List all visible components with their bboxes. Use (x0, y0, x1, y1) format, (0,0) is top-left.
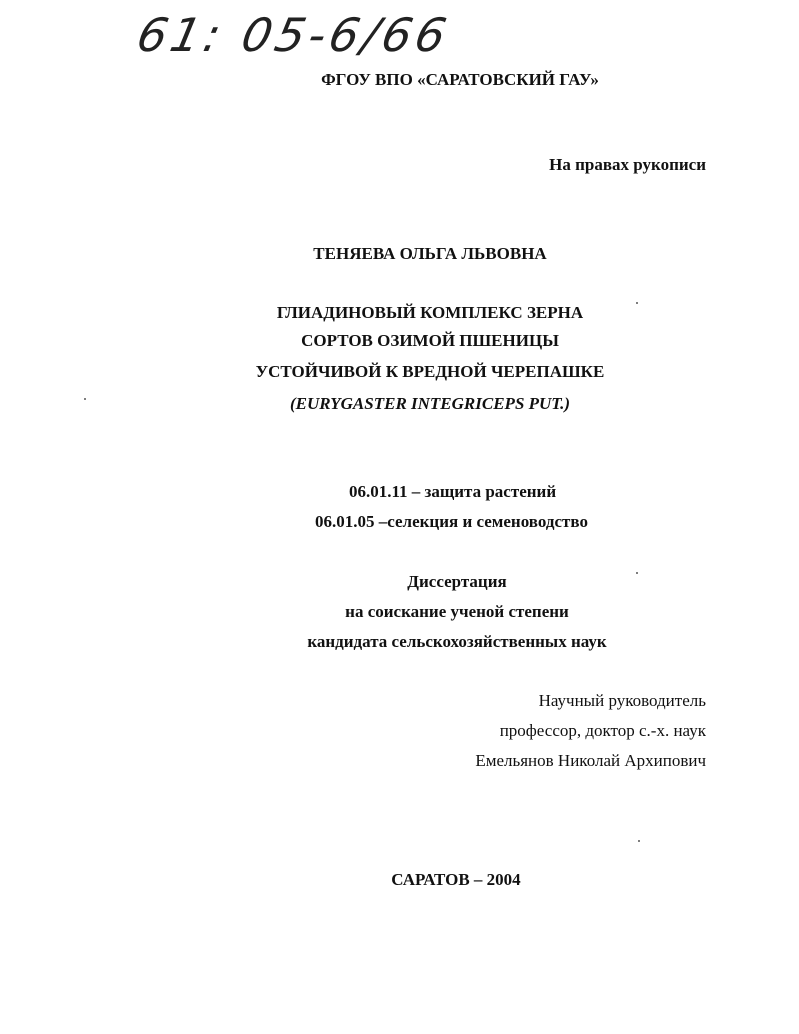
scan-speck (84, 398, 86, 400)
institution: ФГОУ ВПО «САРАТОВСКИЙ ГАУ» (321, 70, 599, 89)
scan-speck (638, 840, 640, 842)
specialty: 06.01.11 – защита растений (349, 482, 557, 501)
supervisor-line: Емельянов Николай Архипович (475, 751, 706, 770)
author-name: ТЕНЯЕВА ОЛЬГА ЛЬВОВНА (313, 244, 547, 263)
specialty: 06.01.05 –селекция и семеноводство (315, 512, 588, 531)
degree-line: кандидата сельскохозяйственных наук (307, 632, 607, 651)
degree-line: Диссертация (407, 572, 507, 591)
scan-speck (636, 572, 638, 574)
handwritten-code: 61: 05-6/66 (132, 8, 455, 62)
scan-speck (636, 302, 638, 304)
title-line: СОРТОВ ОЗИМОЙ ПШЕНИЦЫ (301, 331, 559, 350)
title-line: ГЛИАДИНОВЫЙ КОМПЛЕКС ЗЕРНА (276, 303, 584, 322)
manuscript-rights: На правах рукописи (549, 155, 706, 174)
title-line: УСТОЙЧИВОЙ К ВРЕДНОЙ ЧЕРЕПАШКЕ (255, 362, 605, 381)
title-latin: (EURYGASTER INTEGRICEPS PUT.) (289, 394, 571, 413)
degree-line: на соискание ученой степени (345, 602, 569, 621)
city-year: САРАТОВ – 2004 (391, 870, 521, 889)
supervisor-line: профессор, доктор с.-х. наук (499, 721, 706, 740)
supervisor-line: Научный руководитель (538, 691, 706, 710)
